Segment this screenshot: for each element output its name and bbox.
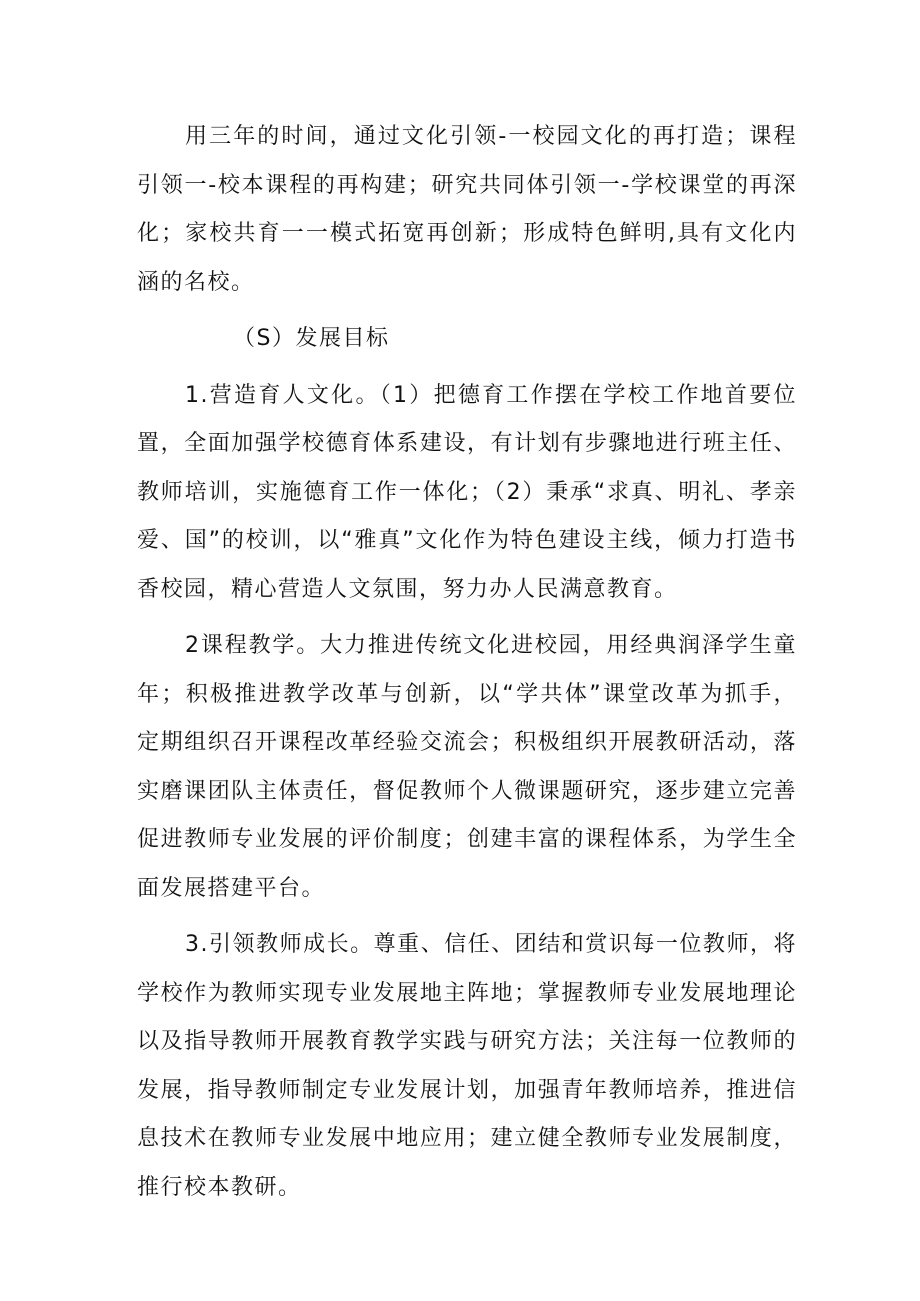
goal-paragraph-2: 2课程教学。大力推进传统文化进校园，用经典润泽学生童年；积极推进教学改革与创新，以“学共体”课堂改革为抓手，定期组织召开课程改革经验交流会；积极组织开展教研活动，落实磨课团队主体责任，督促教师个人微课题研究，逐步建立完善促进教师专业发展的评价制度；创建丰富的课程体系，为学生全面发展搭建平台。 (137, 633, 797, 901)
document-body (137, 113, 797, 1220)
section-heading: （S）发展目标 (233, 326, 390, 351)
goal-paragraph-1: 1.营造育人文化。（1）把德育工作摆在学校工作地首要位置，全面加强学校德育体系建设，有计划有步骤地进行班主任、教师培训，实施德育工作一体化；（2）秉承“求真、明礼、孝亲爱、国”的校训，以“雅真”文化作为特色建设主线，倾力打造书香校园，精心营造人文氛围，努力办人民满意教育。 (137, 382, 797, 602)
goal-paragraph-3: 3.引领教师成长。尊重、信任、团结和赏识每一位教师，将学校作为教师实现专业发展地主阵地；掌握教师专业发展地理论以及指导教师开展教育教学实践与研究方法；关注每一位教师的发展，指导教师制定专业发展计划，加强青年教师培养，推进信息技术在教师专业发展中地应用；建立健全教师专业发展制度，推行校本教研。 (137, 932, 797, 1200)
intro-paragraph: 用三年的时间，通过文化引领-一校园文化的再打造；课程引领一-校本课程的再构建；研究共同体引领一-学校课堂的再深化；家校共育一一模式拓宽再创新；形成特色鲜明,具有文化内涵的名校。 (137, 124, 797, 295)
